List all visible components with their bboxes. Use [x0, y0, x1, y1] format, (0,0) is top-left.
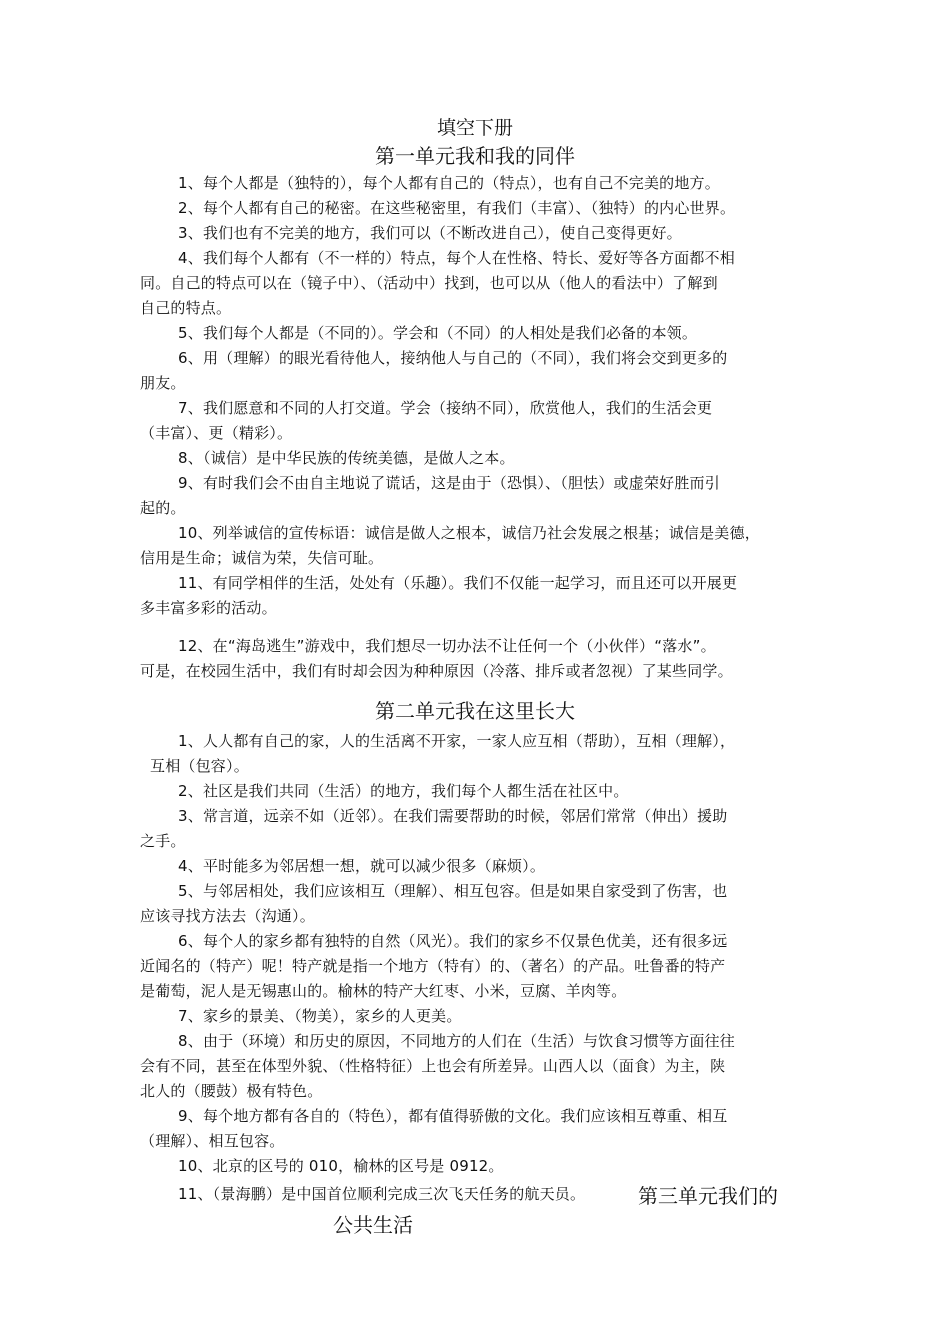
- unit1-item-6-cont: 朋友。: [140, 374, 186, 392]
- unit2-item-5-cont: 应该寻找方法去（沟通）。: [140, 907, 315, 925]
- unit2-item-9-cont: （理解）、相互包容。: [140, 1132, 285, 1150]
- unit1-item-11: 11、有同学相伴的生活，处处有（乐趣）。我们不仅能一起学习，而且还可以开展更: [178, 574, 738, 592]
- unit2-item-1-cont: 互相（包容）。: [150, 757, 249, 775]
- unit1-item-10-cont: 信用是生命；诚信为荣，失信可耻。: [140, 549, 384, 567]
- unit1-item-4: 4、我们每个人都有（不一样的）特点，每个人在性格、特长、爱好等各方面都不相: [178, 249, 735, 267]
- unit2-item-8-cont2: 北人的（腰鼓）极有特色。: [140, 1082, 323, 1100]
- unit1-heading: 第一单元我和我的同伴: [375, 144, 575, 168]
- unit1-item-5: 5、我们每个人都是（不同的）。学会和（不同）的人相处是我们必备的本领。: [178, 324, 698, 342]
- document-title: 填空下册: [436, 117, 513, 139]
- unit1-item-3: 3、我们也有不完美的地方，我们可以（不断改进自己），使自己变得更好。: [178, 224, 682, 242]
- unit2-item-11: 11、（景海鹏）是中国首位顺利完成三次飞天任务的航天员。: [178, 1185, 586, 1203]
- unit2-item-5: 5、与邻居相处，我们应该相互（理解）、相互包容。但是如果自家受到了伤害，也: [178, 882, 728, 900]
- unit1-item-2: 2、每个人都有自己的秘密。在这些秘密里，有我们（丰富）、（独特）的内心世界。: [178, 199, 736, 217]
- unit1-item-1: 1、每个人都是（独特的），每个人都有自己的（特点），也有自己不完美的地方。: [178, 174, 720, 192]
- unit2-item-4: 4、平时能多为邻居想一想，就可以减少很多（麻烦）。: [178, 857, 546, 875]
- unit1-item-7-cont: （丰富）、更（精彩）。: [140, 424, 293, 442]
- unit1-item-10: 10、列举诚信的宣传标语：诚信是做人之根本，诚信乃社会发展之根基；诚信是美德，: [178, 524, 760, 542]
- unit2-item-6: 6、每个人的家乡都有独特的自然（风光）。我们的家乡不仅景色优美，还有很多远: [178, 932, 728, 950]
- unit2-item-1: 1、人人都有自己的家，人的生活离不开家，一家人应互相（帮助），互相（理解），: [178, 732, 736, 750]
- unit2-item-8: 8、由于（环境）和历史的原因，不同地方的人们在（生活）与饮食习惯等方面往往: [178, 1032, 735, 1050]
- unit2-item-6-cont: 近闻名的（特产）呢！特产就是指一个地方（特有）的、（著名）的产品。吐鲁番的特产: [140, 957, 726, 975]
- unit1-item-9: 9、有时我们会不由自主地说了谎话，这是由于（恐惧）、（胆怯）或虚荣好胜而引: [178, 474, 720, 492]
- unit1-item-8: 8、（诚信）是中华民族的传统美德，是做人之本。: [178, 449, 515, 467]
- unit2-item-3: 3、常言道，远亲不如（近邻）。在我们需要帮助的时候，邻居们常常（伸出）援助: [178, 807, 728, 825]
- unit1-item-4-cont2: 自己的特点。: [140, 299, 232, 317]
- unit2-item-9: 9、每个地方都有各自的（特色），都有值得骄傲的文化。我们应该相互尊重、相互: [178, 1107, 728, 1125]
- unit3-heading-part1: 第三单元我们的: [638, 1184, 778, 1208]
- unit1-item-12: 12、在“海岛逃生”游戏中，我们想尽一切办法不让任何一个（小伙伴）“落水”。: [178, 637, 716, 655]
- unit1-item-7: 7、我们愿意和不同的人打交道。学会（接纳不同），欣赏他人，我们的生活会更: [178, 399, 713, 417]
- unit1-item-9-cont: 起的。: [140, 499, 186, 517]
- unit1-item-12-cont: 可是，在校园生活中，我们有时却会因为种种原因（冷落、排斥或者忽视）了某些同学。: [140, 662, 733, 680]
- unit2-item-10: 10、北京的区号的 010，榆林的区号是 0912。: [178, 1157, 504, 1175]
- unit2-item-8-cont: 会有不同，甚至在体型外貌、（性格特征）上也会有所差异。山西人以（面食）为主，陕: [140, 1057, 726, 1075]
- unit1-item-6: 6、用（理解）的眼光看待他人，接纳他人与自己的（不同），我们将会交到更多的: [178, 349, 728, 367]
- unit1-item-4-cont: 同。自己的特点可以在（镜子中）、（活动中）找到，也可以从（他人的看法中）了解到: [140, 274, 718, 292]
- unit2-item-3-cont: 之手。: [140, 832, 186, 850]
- unit3-heading-part2: 公共生活: [333, 1213, 413, 1237]
- unit2-item-2: 2、社区是我们共同（生活）的地方，我们每个人都生活在社区中。: [178, 782, 629, 800]
- unit2-heading: 第二单元我在这里长大: [375, 699, 575, 723]
- unit1-item-11-cont: 多丰富多彩的活动。: [140, 599, 277, 617]
- unit2-item-6-cont2: 是葡萄，泥人是无锡惠山的。榆林的特产大红枣、小米，豆腐、羊肉等。: [140, 982, 627, 1000]
- unit2-item-7: 7、家乡的景美、（物美），家乡的人更美。: [178, 1007, 462, 1025]
